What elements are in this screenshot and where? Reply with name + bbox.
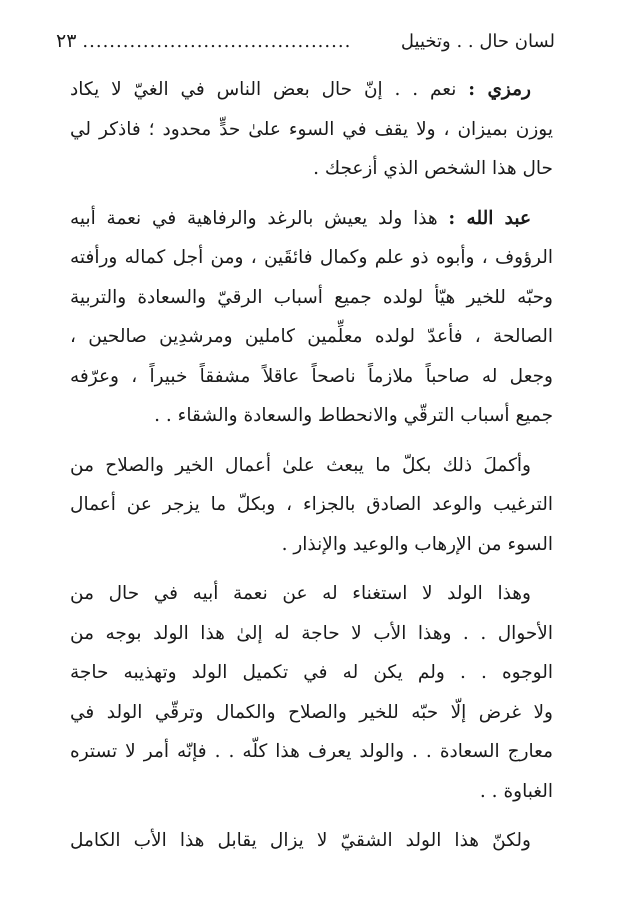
paragraph-line: الصالحة ، فأعدّ لولده معلِّمين كاملين ومرشدِين صالحين ،	[70, 326, 553, 347]
paragraph-spacer	[70, 189, 553, 199]
paragraph-spacer	[70, 436, 553, 446]
paragraph-completion	[70, 446, 553, 565]
line-text: هذا ولد يعيش بالرغد والرفاهية في نعمة أبيه	[70, 207, 449, 229]
paragraph-line: يوزن بميزان ، ولا يقف في السوء علىٰ حدٍّ محدود ؛ فاذكر لي	[70, 118, 553, 140]
paragraph-line: وهذا الولد لا استغناء له عن نعمة أبيه في حال من	[70, 583, 531, 604]
paragraph-line	[70, 70, 553, 110]
running-title: لسان حال . . وتخييل	[400, 31, 555, 52]
paragraph-line: الوجوه . . ولم يكن له في تكميل الولد وتهذيبه حاجة	[70, 662, 553, 683]
line-text: نعم . . إنّ حال بعض الناس في الغيّ لا يكاد	[70, 79, 469, 100]
speaker-name: رمزي :	[468, 79, 531, 100]
paragraph-line: الرؤوف ، وأبوه ذو علم وكمال فائقَين ، ومن أجل كماله ورأفته	[70, 247, 553, 268]
speaker-name: عبد الله :	[448, 207, 531, 229]
paragraph-line	[70, 199, 553, 239]
page-number: ٢٣	[56, 30, 77, 52]
page-body	[70, 70, 553, 861]
paragraph-spacer	[70, 811, 553, 821]
paragraph-line: ولكنّ هذا الولد الشقيّ لا يزال يقابل هذا الأب الكامل	[70, 830, 531, 851]
paragraph-line: الترغيب والوعد الصادق بالجزاء ، وبكلّ ما يزجر عن أعمال	[70, 494, 553, 515]
paragraph-line: ولا غرض إلّا حبّه للخير والصلاح والكمال وترقّي الولد في	[70, 701, 553, 723]
paragraph-line: وأكملَ ذلك بكلّ ما يبعث علىٰ أعمال الخير والصلاح من	[70, 454, 531, 476]
paragraph-ramzi	[70, 70, 553, 189]
paragraph-line: وجعل له صاحباً ملازماً ناصحاً عاقلاً مشفقاً خبيراً ، وعرّفه	[70, 365, 553, 387]
paragraph-line: الغباوة . .	[479, 780, 553, 802]
running-header	[56, 26, 555, 56]
paragraph-spacer	[70, 564, 553, 574]
paragraph-but	[70, 821, 553, 861]
dot-leader: ........................................	[82, 31, 352, 52]
paragraph-line: معارج السعادة . . والولد يعرف هذا كلّه . . فإنّه أمر لا تستره	[70, 741, 553, 762]
paragraph-line: وحبّه للخير هيّأ لولده جميع أسباب الرقيّ والسعادة والتربية	[70, 286, 553, 308]
paragraph-son	[70, 574, 553, 811]
paragraph-line: حال هذا الشخص الذي أزعجك .	[313, 158, 553, 179]
paragraph-line: السوء من الإرهاب والوعيد والإنذار .	[281, 533, 553, 555]
paragraph-line: الأحوال . . وهذا الأب لا حاجة له إلىٰ هذا الولد بوجه من	[70, 622, 553, 644]
paragraph-abdullah	[70, 199, 553, 436]
paragraph-line: جميع أسباب الترقّي والانحطاط والسعادة والشقاء . .	[154, 405, 553, 426]
